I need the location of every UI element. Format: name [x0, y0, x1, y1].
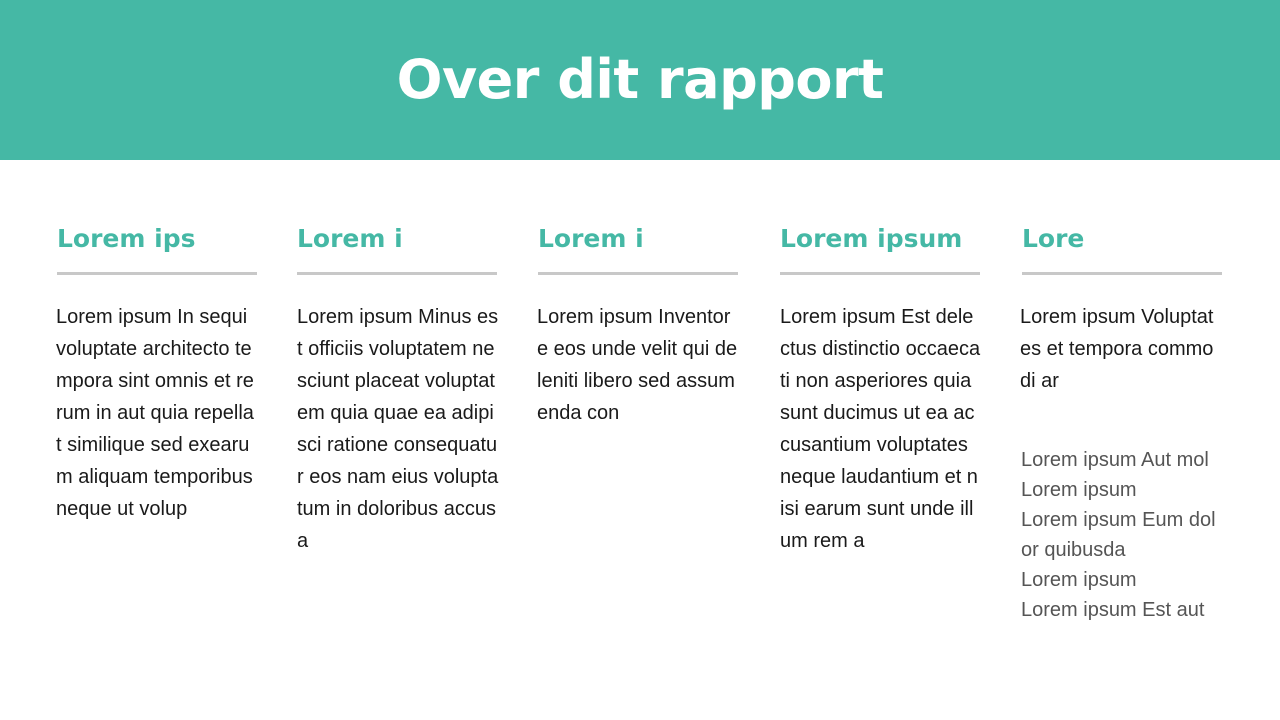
page-title: Over dit rapport — [396, 48, 884, 111]
column-heading: Lorem ipsum — [780, 224, 963, 253]
column-body-text: Lorem ipsum Minus est officiis voluptatem nesciunt placeat voluptatem quia quae ea adipisci ratione consequatur eos nam eius voluptatum in doloribus accusa — [297, 306, 499, 552]
column-3 — [538, 222, 740, 429]
heading-divider — [538, 272, 738, 275]
column-heading: Lorem ips — [57, 224, 196, 253]
list-item: Lorem ipsum Est aut — [1021, 599, 1205, 621]
column-body-text: Lorem ipsum Voluptates et tempora commodi ar — [1020, 306, 1214, 392]
heading-divider — [1022, 272, 1222, 275]
column-2 — [297, 222, 499, 557]
column-4 — [780, 222, 982, 557]
list-item: Lorem ipsum Aut mol — [1021, 449, 1209, 471]
column-body-text: Lorem ipsum In sequi voluptate architecto tempora sint omnis et rerum in aut quia repellat similique sed exearum aliquam temporibus neque ut volup — [56, 306, 254, 520]
column-heading: Lorem i — [538, 224, 644, 253]
heading-divider — [780, 272, 980, 275]
heading-divider — [57, 272, 257, 275]
column-list — [1021, 445, 1223, 625]
column-body-text: Lorem ipsum Inventore eos unde velit qui deleniti libero sed assumenda con — [537, 306, 738, 424]
column-heading: Lore — [1022, 224, 1085, 253]
list-item: Lorem ipsum — [1021, 479, 1137, 501]
list-item: Lorem ipsum Eum dolor quibusda — [1021, 509, 1216, 561]
header-banner — [0, 0, 1280, 160]
column-body-text: Lorem ipsum Est delectus distinctio occaecati non asperiores quia sunt ducimus ut ea accusantium voluptates neque laudantium et nisi earum sunt unde illum rem a — [780, 306, 981, 552]
heading-divider — [297, 272, 497, 275]
column-5 — [1022, 222, 1224, 625]
column-heading: Lorem i — [297, 224, 403, 253]
column-1 — [57, 222, 259, 525]
list-item: Lorem ipsum — [1021, 569, 1137, 591]
